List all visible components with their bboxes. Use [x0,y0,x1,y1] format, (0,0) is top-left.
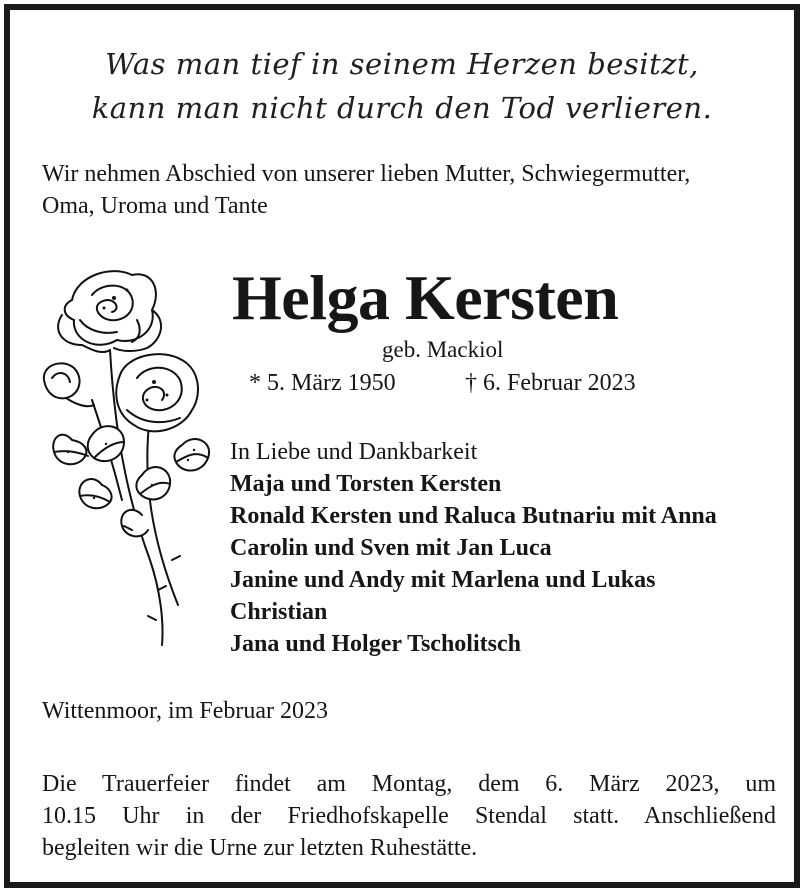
intro-text [42,158,782,222]
motto-line-1: Was man tief in seinem Herzen besitzt, [105,47,699,81]
birth-date: * 5. März 1950 [249,370,396,396]
service-line-2: 10.15 Uhr in der Friedhofskapelle Stendal statt. Anschließend [42,803,776,829]
mourner-line: Carolin und Sven mit Jan Luca [230,535,552,561]
motto-quote [10,42,794,130]
roses-icon [32,260,212,650]
place-date: Wittenmoor, im Februar 2023 [42,698,329,724]
motto-line-2: kann man nicht durch den Tod verlieren. [91,91,713,125]
mourner-line: Ronald Kersten und Raluca Butnariu mit Anna [230,503,717,529]
intro-line-1: Wir nehmen Abschied von unserer lieben Mutter, Schwiegermutter, [42,161,691,187]
mourner-line: Christian [230,599,328,625]
maiden-name: geb. Mackiol [382,337,504,362]
mourners-heading: In Liebe und Dankbarkeit [230,439,478,465]
mourner-line: Jana und Holger Tscholitsch [230,631,521,657]
mourners-list [230,436,790,660]
funeral-service-info [42,768,776,864]
deceased-name: Helga Kersten [232,262,619,333]
death-date: † 6. Februar 2023 [465,370,636,396]
mourner-line: Janine und Andy mit Marlena und Lukas [230,567,656,593]
service-line-3: begleiten wir die Urne zur letzten Ruhestätte. [42,835,478,861]
obituary-frame [4,4,800,888]
service-line-1: Die Trauerfeier findet am Montag, dem 6. März 2023, um [42,771,776,797]
mourner-line: Maja und Torsten Kersten [230,471,502,497]
intro-line-2: Oma, Uroma und Tante [42,193,268,219]
